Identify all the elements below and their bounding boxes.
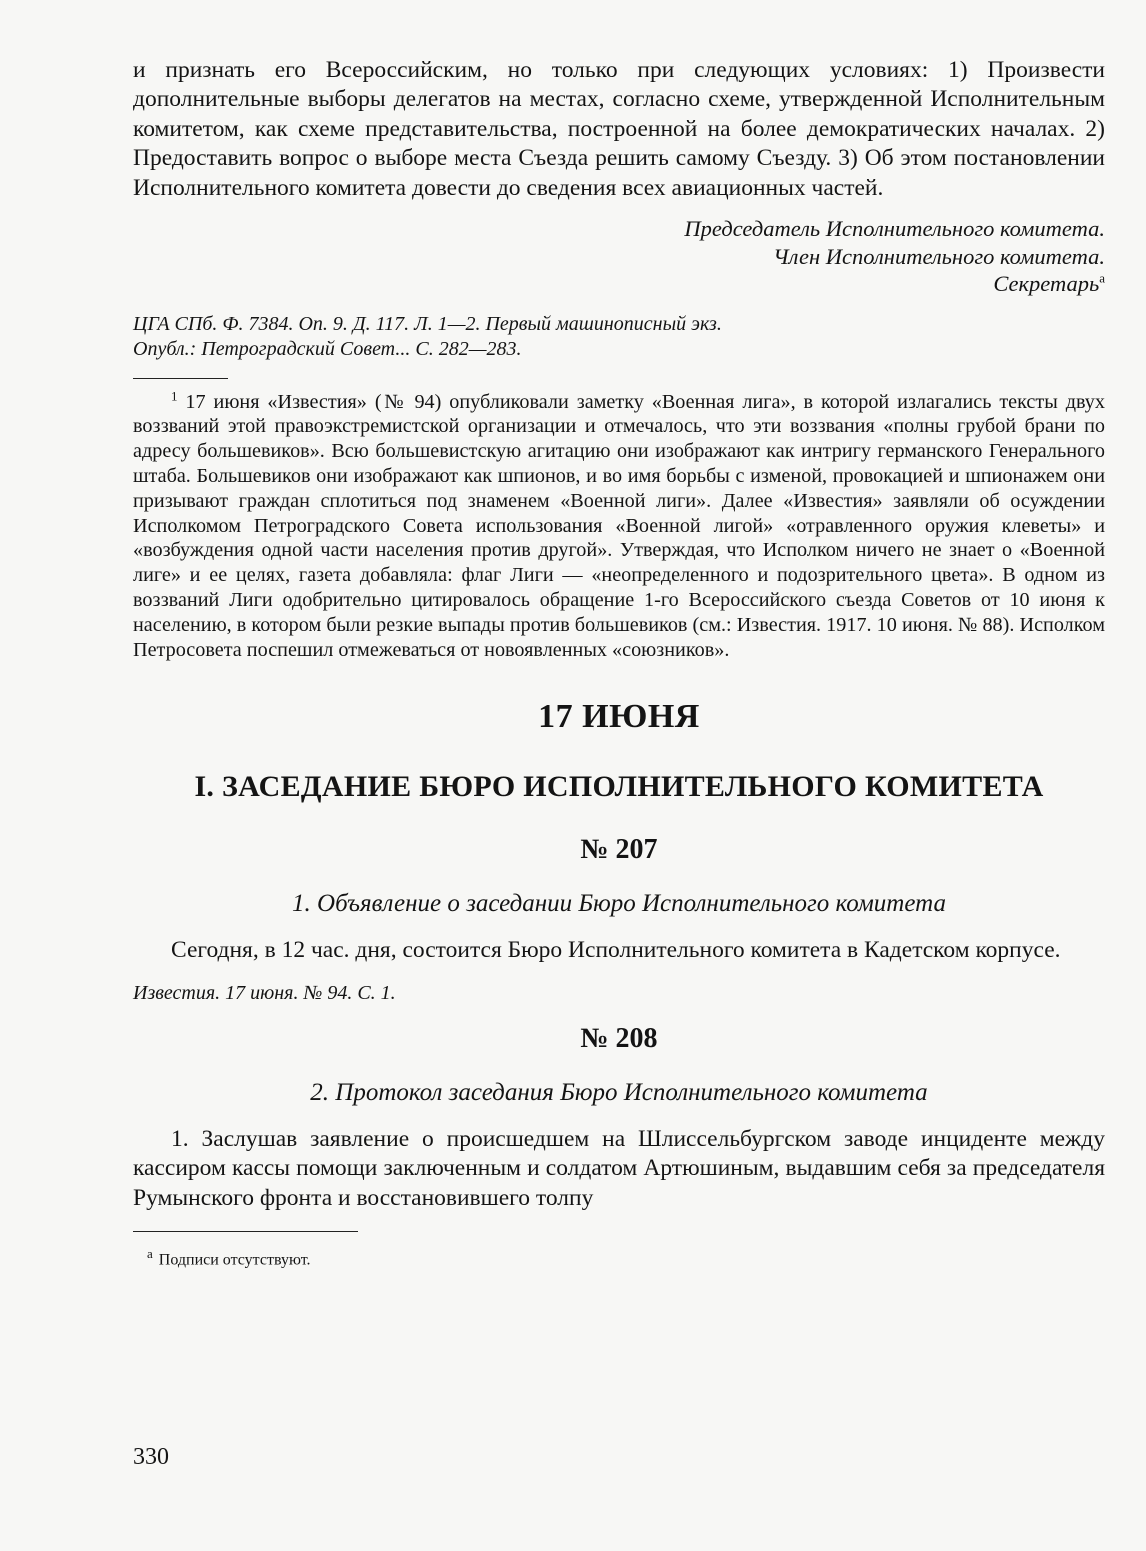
document-body-208: 1. Заслушав заявление о происшедшем на Шлиссельбургском заводе инциденте между кассиром кассы помощи заключенным и солдатом Артюшиным, выдавшим себя за председателя Румынского фронта и восстановившего толпу (133, 1125, 1105, 1211)
archive-source-block (133, 312, 1105, 362)
document-number-208: № 208 (580, 1022, 658, 1054)
page-note (133, 1246, 1105, 1269)
page-note-divider (133, 1231, 358, 1232)
page-content (133, 56, 1105, 1269)
document-title-207: 1. Объявление о заседании Бюро Исполнительного комитета (292, 890, 946, 918)
signature-note-mark: а (1099, 270, 1105, 286)
document-title-208: 2. Протокол заседания Бюро Исполнительного комитета (310, 1078, 928, 1106)
footnote-divider (133, 378, 228, 379)
date-heading: 17 ИЮНЯ (538, 698, 700, 736)
document-body-207: Сегодня, в 12 час. дня, состоится Бюро Исполнительного комитета в Кадетском корпусе. (171, 937, 1061, 964)
intro-paragraph: и признать его Всероссийским, но только при следующих условиях: 1) Произвести дополнительные выборы делегатов на местах, согласно схеме, утвержденной Исполнительным комитетом, как схеме представительства, построенной на более демократических началах. 2) Предоставить вопрос о выборе места Съезда решить самому Съезду. 3) Об этом постановлении Исполнительного комитета довести до сведения всех авиационных частей. (133, 57, 1105, 201)
section-heading: I. ЗАСЕДАНИЕ БЮРО ИСПОЛНИТЕЛЬНОГО КОМИТЕТА (194, 770, 1044, 804)
page-note-mark: а (147, 1245, 153, 1261)
signature-block (133, 215, 1105, 298)
footnote-mark: 1 (171, 387, 178, 403)
document-number-207: № 207 (580, 834, 658, 866)
footnote-text: 17 июня «Известия» (№ 94) опубликовали заметку «Военная лига», в которой излагались тексты двух воззваний этой правоэкстремистской организации и отмечалось, что эти воззвания «полны грубой брани по адресу большевиков». Всю большевистскую агитацию они изображают как интригу германского Генерального штаба. Большевиков они изображают как шпионов, и во имя борьбы с изменой, провокацией и шпионажем они призывают граждан сплотиться под знаменем «Военной лиги». Далее «Известия» заявляли об осуждении Исполкомом Петроградского Совета использования «Военной лигой» «отравленного оружия клеветы» и «возбуждения одной части населения против другой». Утверждая, что Исполком ничего не знает о «Военной лиге» и ее целях, газета добавляла: флаг Лиги — «неопределенного и подозрительного цвета». В одном из воззваний Лиги одобрительно цитировалось обращение 1-го Всероссийского съезда Советов от 10 июня к населению, в котором были резкие выпады против большевиков (см.: Известия. 1917. 10 июня. № 88). Исполком Петросовета поспешил отмежеваться от новоявленных «союзников». (133, 390, 1105, 661)
archive-source: ЦГА СПб. Ф. 7384. Оп. 9. Д. 117. Л. 1—2. Первый машинописный экз. (133, 312, 722, 335)
signature-member: Член Исполнительного комитета. (773, 243, 1105, 269)
publication-source: Опубл.: Петроградский Совет... С. 282—283. (133, 337, 522, 360)
signature-secretary-label: Секретарь (993, 271, 1100, 297)
page-note-text: Подписи отсутствуют. (158, 1251, 311, 1269)
footnote-1 (133, 387, 1105, 663)
page-number: 330 (133, 1444, 169, 1470)
signature-chairman: Председатель Исполнительного комитета. (684, 216, 1105, 242)
document-source-207: Известия. 17 июня. № 94. С. 1. (133, 981, 396, 1004)
signature-secretary (133, 270, 1105, 298)
